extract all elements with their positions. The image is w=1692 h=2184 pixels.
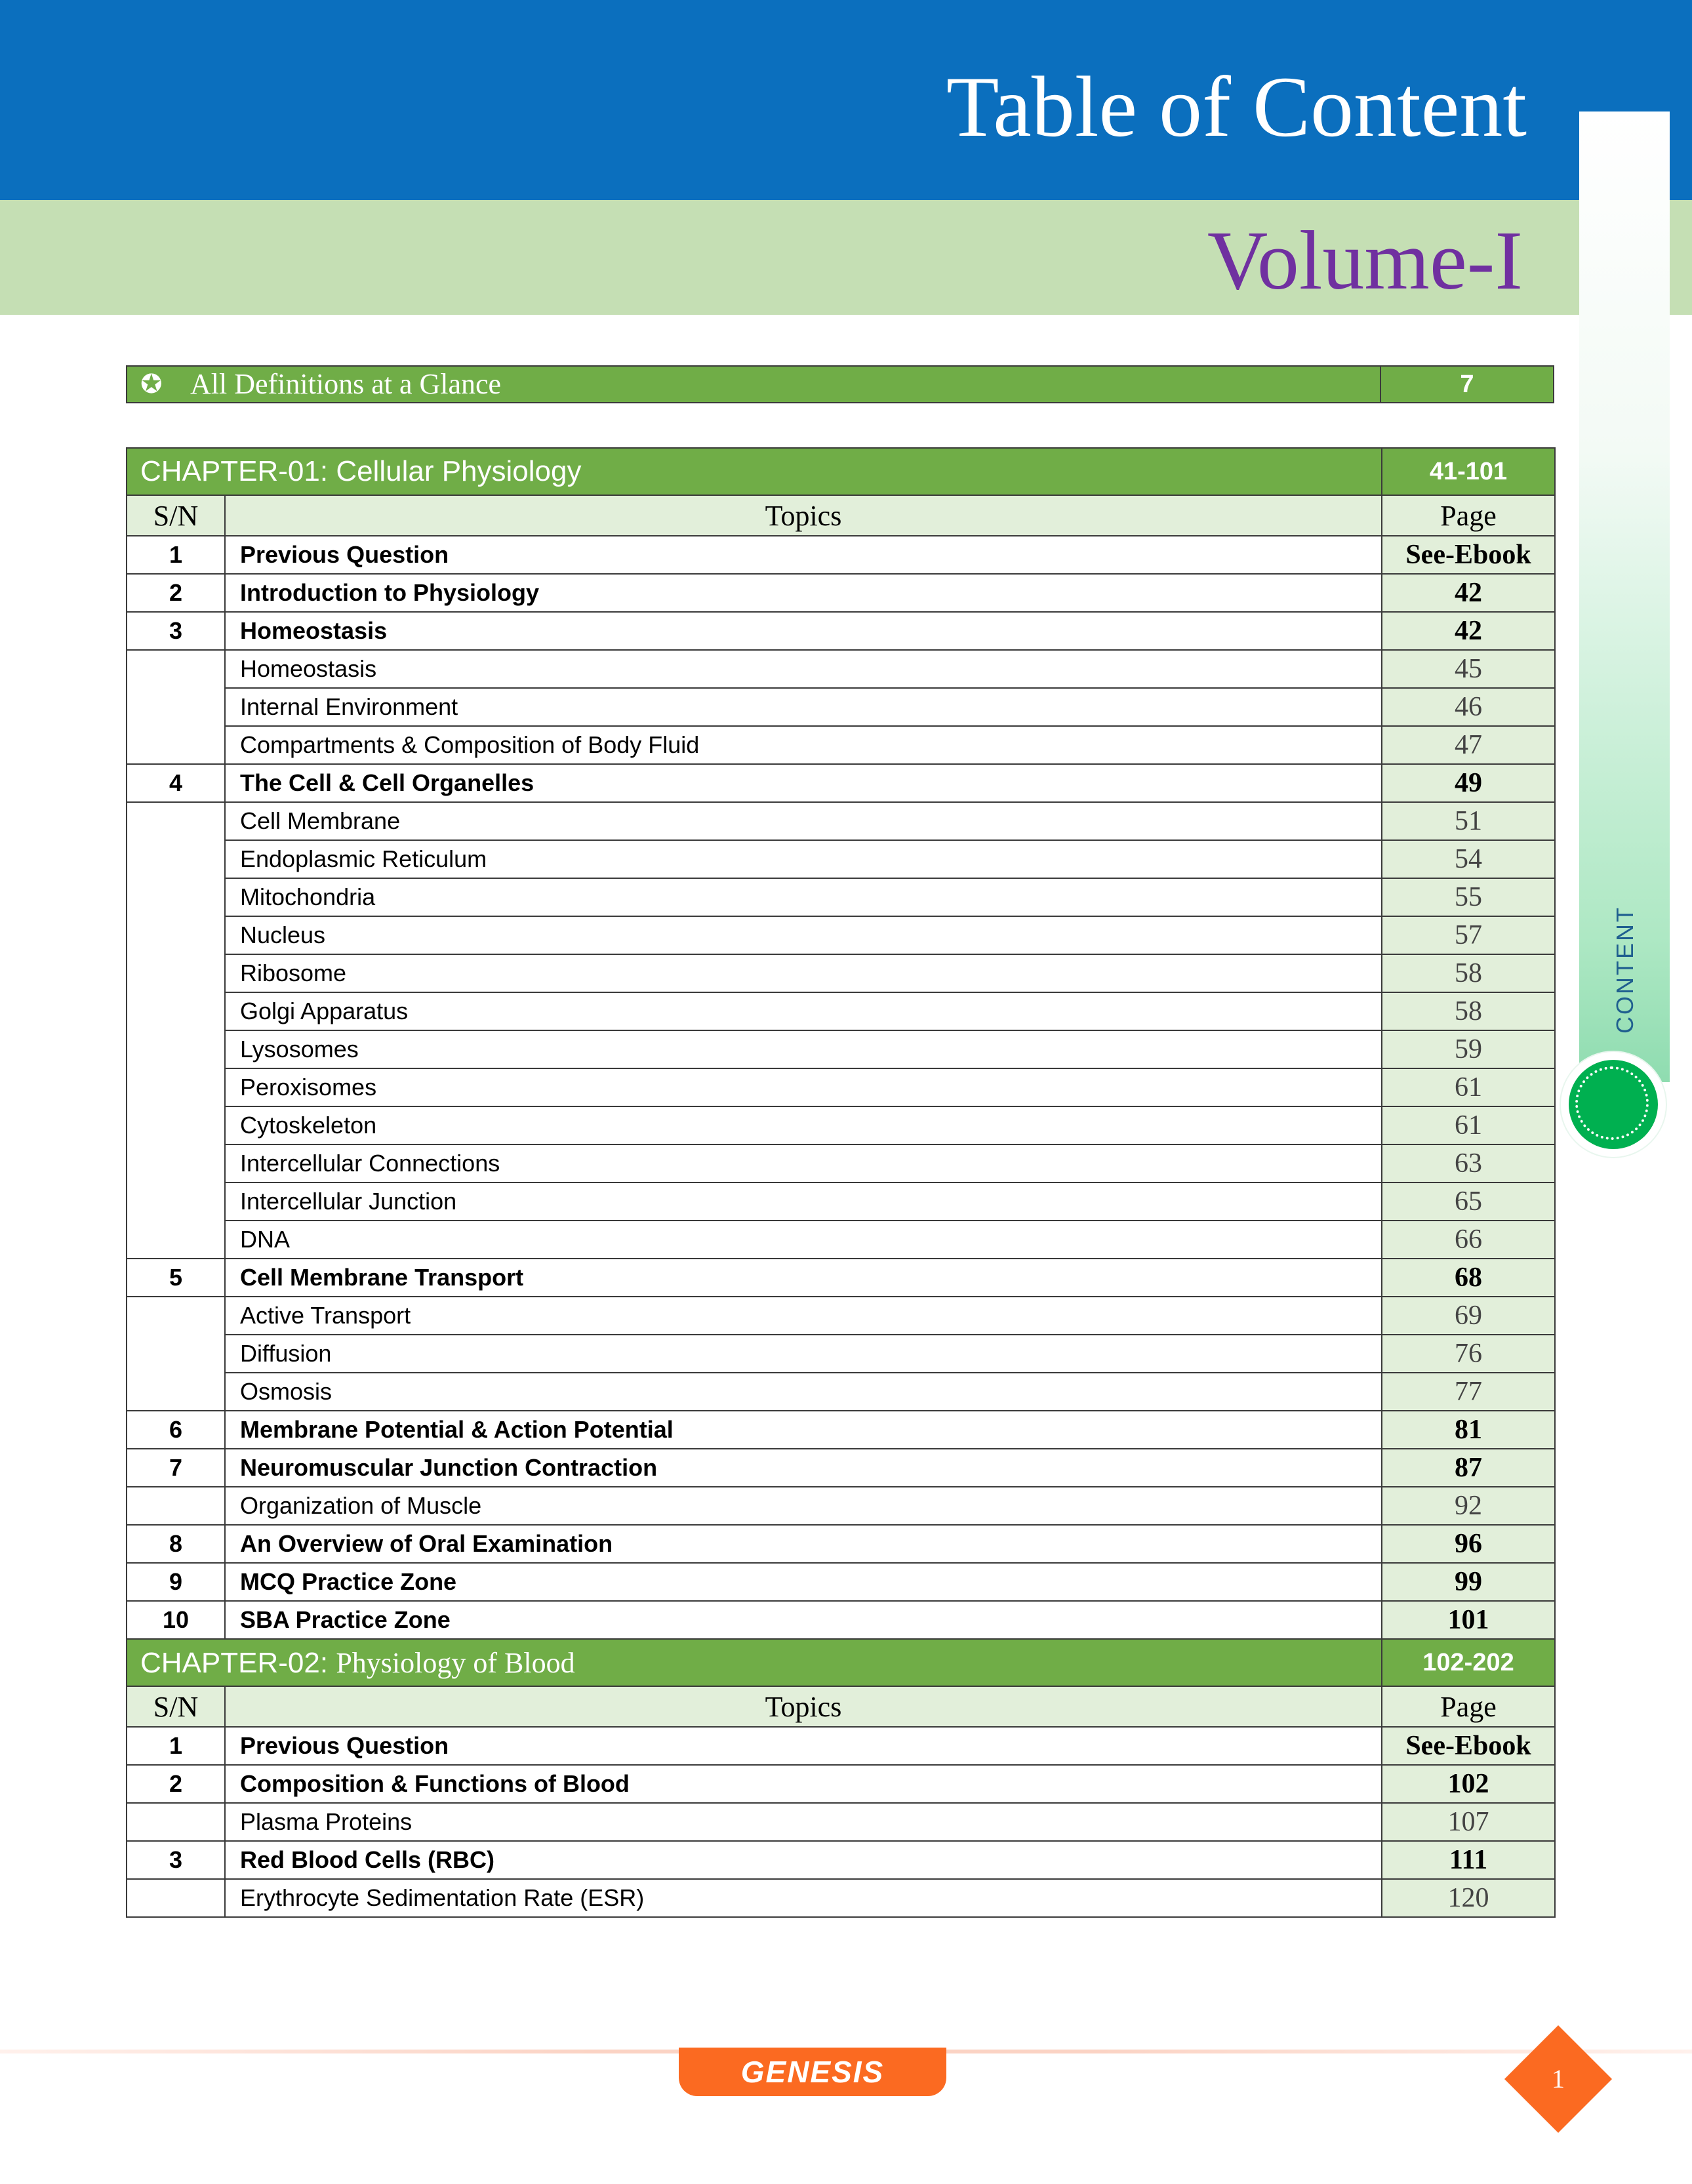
row-topic: Osmosis [225, 1373, 1382, 1411]
table-row[interactable] [127, 1068, 1555, 1106]
row-number-empty [127, 1297, 225, 1411]
row-page: 101 [1382, 1601, 1555, 1639]
brand-tab [679, 2048, 946, 2096]
row-topic: An Overview of Oral Examination [225, 1525, 1382, 1563]
row-topic: Ribosome [225, 954, 1382, 992]
row-topic: Peroxisomes [225, 1068, 1382, 1106]
row-page: 57 [1382, 916, 1555, 954]
table-row[interactable] [127, 1106, 1555, 1144]
table-row[interactable] [127, 574, 1555, 612]
contents-table [126, 447, 1556, 1918]
table-row[interactable] [127, 1259, 1555, 1297]
page-number: 1 [1552, 2064, 1565, 2093]
row-topic: Diffusion [225, 1335, 1382, 1373]
row-number-empty [127, 1803, 225, 1841]
table-row[interactable] [127, 1335, 1555, 1373]
chapter-code: CHAPTER-02: [140, 1646, 329, 1679]
table-row[interactable] [127, 1487, 1555, 1525]
row-page: 42 [1382, 612, 1555, 650]
chapter-title [127, 1639, 1382, 1686]
row-page: 45 [1382, 650, 1555, 688]
definitions-page: 7 [1460, 371, 1474, 398]
star-icon: ✪ [140, 369, 163, 399]
row-page: 61 [1382, 1068, 1555, 1106]
table-row[interactable] [127, 1183, 1555, 1221]
row-page: 111 [1382, 1841, 1555, 1879]
row-page: 107 [1382, 1803, 1555, 1841]
chapter-header[interactable] [127, 448, 1555, 495]
table-row[interactable] [127, 802, 1555, 840]
table-row[interactable] [127, 650, 1555, 688]
row-page: 54 [1382, 840, 1555, 878]
chapter-code: CHAPTER-01: [140, 455, 329, 487]
row-page: 66 [1382, 1221, 1555, 1259]
chapter-page-range: 102-202 [1382, 1639, 1555, 1686]
row-page: 59 [1382, 1030, 1555, 1068]
row-page: 47 [1382, 726, 1555, 764]
row-page: 55 [1382, 878, 1555, 916]
table-row[interactable] [127, 726, 1555, 764]
column-header-page: Page [1382, 1686, 1555, 1727]
table-row[interactable] [127, 1727, 1555, 1765]
row-topic: Homeostasis [225, 650, 1382, 688]
row-page: 42 [1382, 574, 1555, 612]
row-topic: Previous Question [225, 1727, 1382, 1765]
column-header-sn: S/N [127, 495, 225, 536]
row-topic: Previous Question [225, 536, 1382, 574]
chapter-name: Physiology of Blood [336, 1646, 575, 1679]
volume-title: Volume-I [1207, 214, 1523, 307]
table-row[interactable] [127, 612, 1555, 650]
row-page: 58 [1382, 992, 1555, 1030]
table-row[interactable] [127, 1879, 1555, 1917]
row-page: 49 [1382, 764, 1555, 802]
row-number: 2 [127, 1765, 225, 1803]
column-header-topics: Topics [225, 1686, 1382, 1727]
page-title: Table of Content [946, 58, 1527, 155]
row-page: 58 [1382, 954, 1555, 992]
column-header-page: Page [1382, 495, 1555, 536]
table-row[interactable] [127, 536, 1555, 574]
row-number: 3 [127, 612, 225, 650]
table-row[interactable] [127, 1601, 1555, 1639]
table-row[interactable] [127, 1411, 1555, 1449]
table-row[interactable] [127, 1030, 1555, 1068]
row-topic: Endoplasmic Reticulum [225, 840, 1382, 878]
row-page: 81 [1382, 1411, 1555, 1449]
row-topic: Introduction to Physiology [225, 574, 1382, 612]
table-row[interactable] [127, 954, 1555, 992]
row-number: 1 [127, 536, 225, 574]
column-header-sn: S/N [127, 1686, 225, 1727]
table-row[interactable] [127, 764, 1555, 802]
table-row[interactable] [127, 840, 1555, 878]
row-topic: Lysosomes [225, 1030, 1382, 1068]
row-page: 96 [1382, 1525, 1555, 1563]
row-page: 76 [1382, 1335, 1555, 1373]
table-row[interactable] [127, 1525, 1555, 1563]
row-topic: DNA [225, 1221, 1382, 1259]
row-number-empty [127, 1879, 225, 1917]
row-number: 5 [127, 1259, 225, 1297]
table-row[interactable] [127, 916, 1555, 954]
column-header-row [127, 495, 1555, 536]
row-topic: Intercellular Connections [225, 1144, 1382, 1183]
row-topic: Neuromuscular Junction Contraction [225, 1449, 1382, 1487]
row-page: 77 [1382, 1373, 1555, 1411]
row-topic: Red Blood Cells (RBC) [225, 1841, 1382, 1879]
row-topic: Cell Membrane Transport [225, 1259, 1382, 1297]
row-topic: MCQ Practice Zone [225, 1563, 1382, 1601]
row-number: 6 [127, 1411, 225, 1449]
row-number: 4 [127, 764, 225, 802]
table-row[interactable] [127, 1297, 1555, 1335]
row-page: 92 [1382, 1487, 1555, 1525]
definitions-label: All Definitions at a Glance [190, 368, 502, 400]
row-page: See-Ebook [1382, 1727, 1555, 1765]
table-row[interactable] [127, 1373, 1555, 1411]
row-topic: Erythrocyte Sedimentation Rate (ESR) [225, 1879, 1382, 1917]
table-row[interactable] [127, 688, 1555, 726]
row-page: See-Ebook [1382, 536, 1555, 574]
chapter-name: Cellular Physiology [336, 455, 582, 487]
table-row[interactable] [127, 1803, 1555, 1841]
side-label: CONTENT [1611, 906, 1638, 1034]
row-page: 87 [1382, 1449, 1555, 1487]
table-row[interactable] [127, 1144, 1555, 1183]
row-topic: Plasma Proteins [225, 1803, 1382, 1841]
row-topic: The Cell & Cell Organelles [225, 764, 1382, 802]
row-page: 46 [1382, 688, 1555, 726]
row-page: 65 [1382, 1183, 1555, 1221]
row-topic: Internal Environment [225, 688, 1382, 726]
table-row[interactable] [127, 1563, 1555, 1601]
header-banner [0, 0, 1692, 200]
brand-logo: GENESIS [740, 2055, 885, 2089]
table-row[interactable] [127, 1221, 1555, 1259]
row-topic: Golgi Apparatus [225, 992, 1382, 1030]
row-page: 61 [1382, 1106, 1555, 1144]
row-topic: Active Transport [225, 1297, 1382, 1335]
row-number: 8 [127, 1525, 225, 1563]
row-topic: Homeostasis [225, 612, 1382, 650]
table-row[interactable] [127, 1765, 1555, 1803]
row-number: 2 [127, 574, 225, 612]
row-topic: Mitochondria [225, 878, 1382, 916]
row-number: 9 [127, 1563, 225, 1601]
table-row[interactable] [127, 878, 1555, 916]
row-topic: Composition & Functions of Blood [225, 1765, 1382, 1803]
table-row[interactable] [127, 992, 1555, 1030]
row-topic: Intercellular Junction [225, 1183, 1382, 1221]
row-page: 102 [1382, 1765, 1555, 1803]
row-page: 99 [1382, 1563, 1555, 1601]
definitions-row[interactable] [126, 365, 1554, 403]
row-page: 120 [1382, 1879, 1555, 1917]
row-topic: Membrane Potential & Action Potential [225, 1411, 1382, 1449]
column-header-row [127, 1686, 1555, 1727]
table-row[interactable] [127, 1449, 1555, 1487]
row-topic: Organization of Muscle [225, 1487, 1382, 1525]
row-number: 10 [127, 1601, 225, 1639]
table-row[interactable] [127, 1841, 1555, 1879]
row-page: 63 [1382, 1144, 1555, 1183]
row-number: 1 [127, 1727, 225, 1765]
row-number-empty [127, 1487, 225, 1525]
chapter-title [127, 448, 1382, 495]
volume-banner [0, 200, 1692, 315]
chapter-page-range: 41-101 [1382, 448, 1555, 495]
chapter-header[interactable] [127, 1639, 1555, 1686]
row-number: 7 [127, 1449, 225, 1487]
row-topic: Nucleus [225, 916, 1382, 954]
row-number-empty [127, 650, 225, 764]
column-header-topics: Topics [225, 495, 1382, 536]
row-page: 69 [1382, 1297, 1555, 1335]
row-topic: Cytoskeleton [225, 1106, 1382, 1144]
row-number-empty [127, 802, 225, 1259]
row-topic: Compartments & Composition of Body Fluid [225, 726, 1382, 764]
row-page: 51 [1382, 802, 1555, 840]
side-circle-icon [1561, 1052, 1666, 1157]
row-topic: SBA Practice Zone [225, 1601, 1382, 1639]
row-topic: Cell Membrane [225, 802, 1382, 840]
row-number: 3 [127, 1841, 225, 1879]
row-page: 68 [1382, 1259, 1555, 1297]
